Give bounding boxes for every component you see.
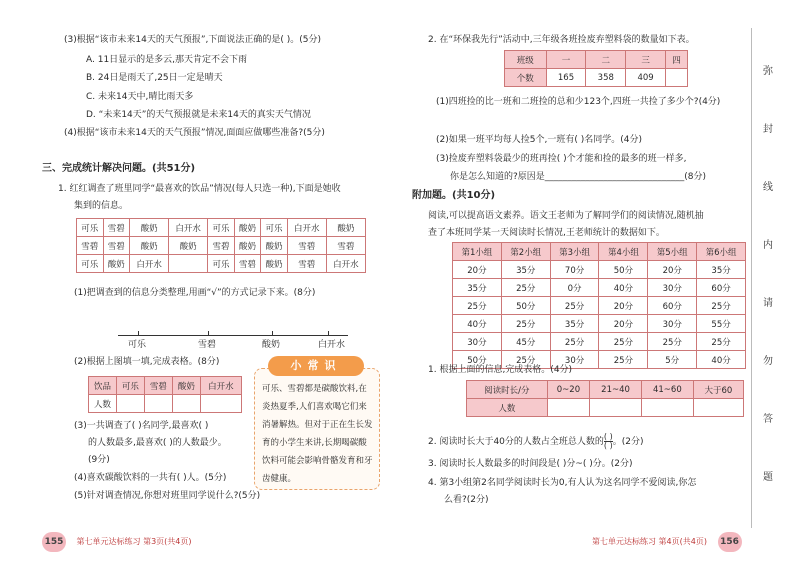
survey-cell: 可乐	[261, 219, 288, 237]
left-footer	[42, 532, 192, 552]
tally-axis	[118, 335, 348, 336]
class-table-header	[505, 51, 688, 69]
group-value-cell: 20分	[599, 297, 648, 315]
axis-label: 雪碧	[198, 340, 217, 350]
group-value-cell: 20分	[453, 261, 502, 279]
survey-cell: 雪碧	[208, 237, 235, 255]
group-value-cell: 40分	[599, 279, 648, 297]
reading-data-table	[452, 242, 746, 369]
drink-table-header	[89, 377, 242, 395]
bonus-intro-line2: 查了本班同学某一天阅读时长情况,王老师统计的数据如下。	[428, 228, 665, 238]
survey-cell: 雪碧	[234, 255, 261, 273]
group-value-cell: 70分	[550, 261, 599, 279]
axis-tick	[328, 331, 329, 336]
survey-cell: 酸奶	[103, 255, 130, 273]
bonus-question-4-line2: 么看?(2分)	[444, 495, 489, 505]
bonus-heading: 附加题。(共10分)	[412, 190, 496, 201]
group-value-cell: 30分	[550, 351, 599, 369]
time-answer-cell	[547, 399, 589, 417]
survey-cell: 雪碧	[103, 219, 130, 237]
group-value-cell: 45分	[501, 333, 550, 351]
group-value-cell: 20分	[599, 315, 648, 333]
class-table-row	[505, 69, 688, 87]
drink-header-cell: 酸奶	[172, 377, 200, 395]
survey-cell: 可乐	[77, 219, 104, 237]
drink-table	[88, 376, 242, 413]
time-header-cell: 大于60	[693, 381, 743, 399]
time-header-cell: 阅读时长/分	[467, 381, 548, 399]
group-value-cell: 30分	[648, 279, 697, 297]
sub-question-2: (2)根据上图填一填,完成表格。(8分)	[74, 357, 220, 367]
survey-cell: 白开水	[326, 255, 365, 273]
survey-cell: 白开水	[169, 219, 208, 237]
group-value-cell: 25分	[550, 297, 599, 315]
question-4: (4)根据“该市未来14天的天气预报”情况,面面应做哪些准备?(5分)	[64, 128, 325, 138]
option-c: C. 未来14天中,晴比雨天多	[86, 92, 194, 102]
group-value-cell: 25分	[501, 351, 550, 369]
axis-tick	[272, 331, 273, 336]
page-number-156: 156	[718, 532, 742, 552]
fraction-blank: $\frac{( )}{( )}$	[603, 432, 613, 450]
page-number-155: 155	[42, 532, 66, 552]
group-header-cell: 第4小组	[599, 243, 648, 261]
survey-cell: 可乐	[208, 219, 235, 237]
time-answer-cell	[693, 399, 743, 417]
axis-label: 酸奶	[262, 340, 281, 350]
problem-2-sub2: (2)如果一班平均每人捡5个,一班有( )名同学。(4分)	[436, 135, 642, 145]
group-table-row	[453, 279, 746, 297]
bonus-question-2	[428, 433, 643, 450]
group-value-cell: 25分	[501, 315, 550, 333]
group-table-header	[453, 243, 746, 261]
survey-table	[76, 218, 366, 273]
sub-question-3-line3: (9分)	[88, 455, 110, 465]
group-header-cell: 第1小组	[453, 243, 502, 261]
group-value-cell: 35分	[501, 261, 550, 279]
group-value-cell: 5分	[648, 351, 697, 369]
group-value-cell: 25分	[697, 297, 746, 315]
group-value-cell: 20分	[648, 261, 697, 279]
survey-cell: 可乐	[77, 255, 104, 273]
bonus-question-4-line1: 4. 第3小组第2名同学阅读时长为0,有人认为这名同学不爱阅读,你怎	[428, 478, 697, 488]
survey-cell: 酸奶	[234, 219, 261, 237]
group-value-cell: 40分	[453, 315, 502, 333]
axis-tick	[138, 331, 139, 336]
time-header-cell: 41~60	[641, 381, 693, 399]
tip-title: 小常识	[268, 356, 364, 376]
bonus-question-3: 3. 阅读时长人数最多的时间段是( )分~( )分。(2分)	[428, 459, 633, 469]
bonus-question-2-text: 2. 阅读时长大于40分的人数占全班总人数的	[428, 437, 604, 447]
class-table	[504, 50, 688, 87]
survey-cell: 酸奶	[169, 237, 208, 255]
left-footer-text: 第七单元达标练习 第3页(共4页)	[76, 537, 192, 546]
survey-cell: 雪碧	[103, 237, 130, 255]
reading-time-table	[466, 380, 744, 417]
class-value-cell	[665, 69, 687, 87]
group-value-cell: 25分	[648, 333, 697, 351]
group-value-cell: 25分	[599, 333, 648, 351]
problem-2-sub1: (1)四班捡的比一班和二班捡的总和少123个,四班一共捡了多少个?(4分)	[436, 97, 721, 107]
group-value-cell: 55分	[697, 315, 746, 333]
time-table-header	[467, 381, 744, 399]
group-table-row	[453, 333, 746, 351]
axis-tick	[208, 331, 209, 336]
survey-cell: 雪碧	[287, 237, 326, 255]
survey-cell: 雪碧	[77, 237, 104, 255]
group-value-cell: 0分	[550, 279, 599, 297]
group-value-cell: 50分	[453, 351, 502, 369]
bonus-question-1: 1. 根据上面的信息,完成表格。(4分)	[428, 365, 573, 375]
tip-text: 可乐、雪碧都是碳酸饮料,在炎热夏季,人们喜欢喝它们来消暑解热。但对于正在生长发育的小学生来讲,长期喝碳酸饮料可能会影响骨骼发育和牙齿健康。	[262, 384, 373, 484]
time-header-cell: 0~20	[547, 381, 589, 399]
sub-question-1: (1)把调查到的信息分类整理,用画“√”的方式记录下来。(8分)	[74, 288, 316, 298]
sub-question-3-line2: 的人数最多,最喜欢( )的人数最少。	[88, 438, 227, 448]
time-header-cell: 21~40	[590, 381, 642, 399]
survey-cell	[169, 255, 208, 273]
survey-row	[77, 237, 366, 255]
seal-char: 线	[763, 182, 773, 193]
seal-char: 答	[763, 414, 773, 425]
group-value-cell: 60分	[697, 279, 746, 297]
class-value-cell: 165	[546, 69, 586, 87]
class-header-cell: 三	[626, 51, 666, 69]
section-3-heading: 三、完成统计解决问题。(共51分)	[42, 163, 196, 174]
seal-char: 内	[763, 240, 773, 251]
group-value-cell: 30分	[648, 315, 697, 333]
drink-header-cell: 白开水	[200, 377, 241, 395]
class-value-cell: 409	[626, 69, 666, 87]
survey-cell: 白开水	[287, 219, 326, 237]
survey-cell: 酸奶	[130, 237, 169, 255]
question-3-stem: (3)根据“该市未来14天的天气预报”,下面说法正确的是( )。(5分)	[64, 35, 322, 45]
axis-label: 可乐	[128, 340, 147, 350]
group-value-cell: 25分	[453, 297, 502, 315]
group-header-cell: 第2小组	[501, 243, 550, 261]
option-b: B. 24日是雨天了,25日一定是晴天	[86, 73, 223, 83]
drink-header-cell: 饮品	[89, 377, 117, 395]
group-header-cell: 第3小组	[550, 243, 599, 261]
sub-question-3-line1: (3)一共调查了( )名同学,最喜欢( )	[74, 421, 209, 431]
survey-cell: 酸奶	[130, 219, 169, 237]
time-answer-cell	[641, 399, 693, 417]
drink-row-label: 人数	[89, 395, 117, 413]
seal-char: 勿	[763, 356, 773, 367]
problem-2-sub3-line1: (3)捡废弃塑料袋最少的班再捡( )个才能和捡的最多的班一样多,	[436, 154, 687, 164]
axis-label: 白开水	[318, 340, 346, 350]
survey-row	[77, 255, 366, 273]
right-footer-text: 第七单元达标练习 第4页(共4页)	[592, 537, 707, 546]
class-header-cell: 一	[546, 51, 586, 69]
option-a: A. 11日显示的是多云,那天肯定不会下雨	[86, 55, 248, 65]
class-header-cell: 四	[665, 51, 687, 69]
problem-1-line1: 1. 红红调查了班里同学“最喜欢的饮品”情况(每人只选一种),下面是她收	[58, 184, 341, 194]
time-row-label: 人数	[467, 399, 548, 417]
seal-char: 封	[763, 124, 773, 135]
drink-table-row	[89, 395, 242, 413]
problem-2-sub3-line2: 你是怎么知道的?原因是_______________________________(8分)	[450, 172, 707, 182]
group-header-cell: 第5小组	[648, 243, 697, 261]
drink-answer-cell	[116, 395, 144, 413]
class-value-cell: 358	[586, 69, 626, 87]
group-value-cell: 60分	[648, 297, 697, 315]
drink-answer-cell	[200, 395, 241, 413]
group-value-cell: 35分	[697, 261, 746, 279]
class-header-cell: 二	[586, 51, 626, 69]
sub-question-5: (5)针对调查情况,你想对班里同学说什么?(5分)	[74, 491, 261, 501]
time-table-row	[467, 399, 744, 417]
group-value-cell: 30分	[453, 333, 502, 351]
seal-line	[751, 28, 752, 528]
group-value-cell: 25分	[599, 351, 648, 369]
survey-cell: 酸奶	[261, 237, 288, 255]
survey-cell: 酸奶	[261, 255, 288, 273]
survey-cell: 雪碧	[326, 237, 365, 255]
group-table-row	[453, 315, 746, 333]
class-value-cell: 个数	[505, 69, 547, 87]
option-d: D. “未来14天”的天气预报就是未来14天的真实天气情况	[86, 110, 311, 120]
group-value-cell: 25分	[550, 333, 599, 351]
survey-row	[77, 219, 366, 237]
survey-cell: 酸奶	[326, 219, 365, 237]
seal-char: 题	[763, 472, 773, 483]
bonus-intro-line1: 阅读,可以提高语文素养。语文王老师为了解同学们的阅读情况,随机抽	[428, 211, 704, 221]
class-header-cell: 班级	[505, 51, 547, 69]
problem-1-line2: 集到的信息。	[74, 201, 129, 211]
group-value-cell: 25分	[697, 333, 746, 351]
group-header-cell: 第6小组	[697, 243, 746, 261]
right-page	[400, 0, 800, 566]
survey-cell: 雪碧	[287, 255, 326, 273]
group-value-cell: 40分	[697, 351, 746, 369]
drink-answer-cell	[144, 395, 172, 413]
right-footer	[592, 532, 742, 552]
seal-char: 请	[763, 298, 773, 309]
group-value-cell: 50分	[599, 261, 648, 279]
group-table-row	[453, 261, 746, 279]
group-value-cell: 35分	[453, 279, 502, 297]
bonus-question-2-score: 。(2分)	[612, 437, 644, 447]
survey-cell: 白开水	[130, 255, 169, 273]
survey-cell: 可乐	[208, 255, 235, 273]
group-value-cell: 35分	[550, 315, 599, 333]
problem-2-line1: 2. 在“环保我先行”活动中,三年级各班捡废弃塑料袋的数量如下表。	[428, 35, 695, 45]
drink-header-cell: 可乐	[116, 377, 144, 395]
group-value-cell: 25分	[501, 279, 550, 297]
group-value-cell: 50分	[501, 297, 550, 315]
survey-cell: 酸奶	[234, 237, 261, 255]
seal-char: 弥	[763, 66, 773, 77]
drink-header-cell: 雪碧	[144, 377, 172, 395]
time-answer-cell	[590, 399, 642, 417]
sub-question-4: (4)喜欢碳酸饮料的一共有( )人。(5分)	[74, 473, 227, 483]
group-table-row	[453, 297, 746, 315]
drink-answer-cell	[172, 395, 200, 413]
